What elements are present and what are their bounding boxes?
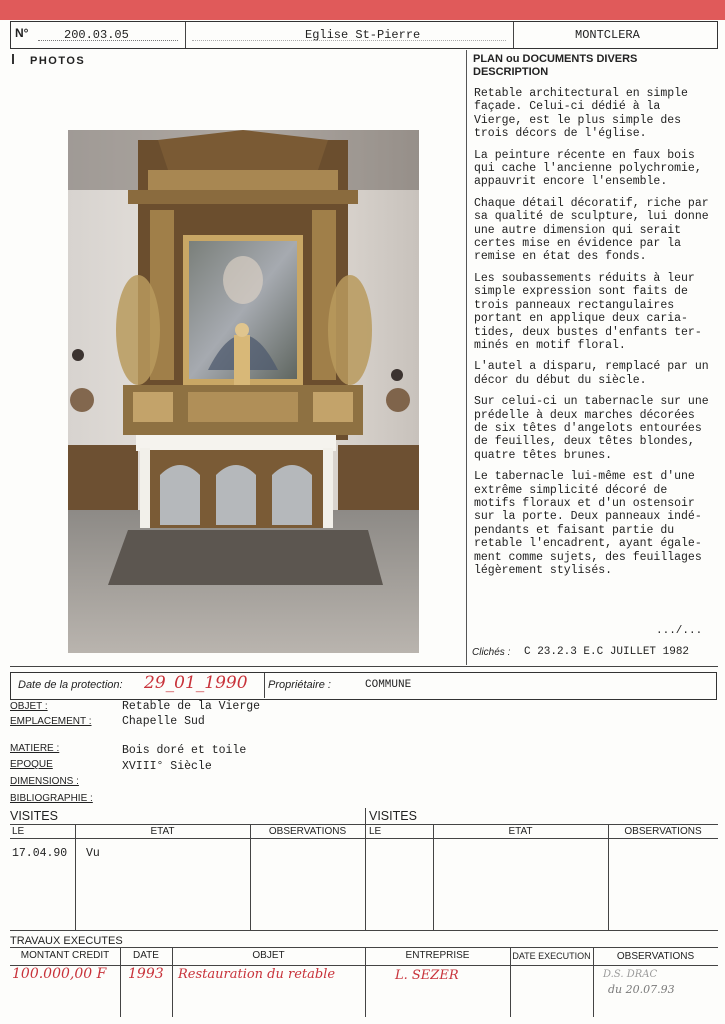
- owner-value: COMMUNE: [365, 679, 412, 691]
- visites-middle-divider: [365, 808, 366, 930]
- description-paragraph: Sur celui-ci un tabernacle sur une prédelle à deux marches décorées de six têtes d'angelots entourées de feuilles, deux têtes blondes, quatre têtes brunes.: [474, 395, 709, 462]
- town-name: MONTCLERA: [575, 28, 640, 42]
- field-value-epoque: XVIII° Siècle: [122, 760, 212, 773]
- number-dotted-line: [38, 40, 178, 41]
- inventory-number: 200.03.05: [64, 28, 129, 42]
- description-paragraph: Le tabernacle lui-même est d'une extrême simplicité décoré de motifs floraux et d'un ostensoir sur la porte. Deux panneaux indé- pendants et faisant partie du retable l'encadrent, ayant égale- ment comme sujets, des feuillages légèrement stylisés.: [474, 470, 702, 577]
- visites-title-left: VISITES: [10, 809, 58, 823]
- visites-col-observations: OBSERVATIONS: [268, 826, 347, 837]
- section-separator: [10, 666, 718, 667]
- field-value-matiere: Bois doré et toile: [122, 744, 247, 757]
- travaux-date: 1993: [128, 966, 164, 982]
- visites-title-right: VISITES: [369, 809, 417, 823]
- description-paragraph: Les soubassements réduits à leur simple expression sont faits de trois panneaux rectangulaires portant en applique deux caria- tides, deux bustes d'enfants ter- minés en motif floral.: [474, 271, 702, 352]
- visite-etat: Vu: [86, 847, 100, 860]
- field-value-emplacement: Chapelle Sud: [122, 715, 205, 728]
- retable-photo: [68, 130, 419, 653]
- photos-marker: [12, 54, 14, 64]
- description-text: [474, 87, 714, 585]
- travaux-col-date: DATE: [133, 950, 159, 961]
- top-color-bar: [0, 0, 725, 20]
- protection-date-label: Date de la protection:: [18, 679, 123, 691]
- visites-bottom-rule: [10, 930, 718, 931]
- field-label-matiere: MATIERE :: [10, 743, 60, 754]
- travaux-montant: 100.000,00 F: [12, 966, 107, 982]
- field-label-epoque: EPOQUE: [10, 759, 53, 770]
- building-name: Eglise St-Pierre: [305, 28, 421, 42]
- description-title-1: PLAN ou DOCUMENTS DIVERS: [473, 53, 638, 65]
- description-paragraph: Retable architectural en simple façade. Celui-ci dédié à la Vierge, est le plus simple des trois décors de l'église.: [474, 87, 688, 141]
- travaux-observations-line2: du 20.07.93: [608, 983, 675, 996]
- travaux-col-entreprise: ENTREPRISE: [405, 950, 470, 961]
- cliches-value: C 23.2.3 E.C JUILLET 1982: [524, 646, 690, 658]
- field-value-objet: Retable de la Vierge: [122, 700, 261, 713]
- travaux-top-rule: [10, 947, 718, 948]
- field-label-objet: OBJET :: [10, 701, 48, 712]
- travaux-col-montant: MONTANT CREDIT: [20, 950, 110, 961]
- owner-label: Propriétaire :: [268, 679, 331, 691]
- travaux-observations-line1: D.S. DRAC: [603, 969, 658, 980]
- travaux-col-objet: OBJET: [252, 950, 285, 961]
- protection-divider: [264, 673, 265, 698]
- travaux-header-rule: [10, 965, 718, 966]
- header-divider-2: [513, 22, 514, 48]
- visites-header-rule: [10, 838, 718, 839]
- visites-top-rule: [10, 824, 718, 825]
- travaux-entreprise: L. SEZER: [395, 968, 459, 983]
- visite-date: 17.04.90: [12, 847, 68, 860]
- description-paragraph: Chaque détail décoratif, riche par sa qualité de sculpture, lui donne une autre dimension qui serait certes mise en évidence par la remise en état des fonds.: [474, 196, 709, 264]
- visites-col-divider: [608, 824, 609, 930]
- visites-col-le: LE: [369, 826, 382, 837]
- visites-col-divider: [75, 824, 76, 930]
- photos-label: PHOTOS: [30, 55, 86, 67]
- travaux-col-date-execution: DATE EXECUTION: [512, 951, 591, 961]
- cliches-label: Clichés :: [472, 647, 511, 658]
- travaux-objet: Restauration du retable: [178, 967, 336, 982]
- visites-col-observations: OBSERVATIONS: [624, 826, 702, 837]
- header-divider-1: [185, 22, 186, 48]
- travaux-col-observations: OBSERVATIONS: [616, 951, 695, 962]
- visites-col-divider: [433, 824, 434, 930]
- field-label-emplacement: EMPLACEMENT :: [10, 716, 92, 727]
- description-title-2: DESCRIPTION: [473, 66, 549, 78]
- field-label-dimensions: DIMENSIONS :: [10, 776, 79, 787]
- section-divider: [466, 50, 467, 665]
- travaux-title: TRAVAUX EXECUTES: [10, 935, 123, 947]
- continuation-mark: .../...: [656, 625, 703, 637]
- visites-col-divider: [250, 824, 251, 930]
- number-label: N°: [15, 26, 29, 40]
- visites-col-etat: ETAT: [508, 826, 533, 837]
- field-label-bibliographie: BIBLIOGRAPHIE :: [10, 793, 93, 804]
- visites-col-le: LE: [12, 826, 25, 837]
- visites-col-etat: ETAT: [150, 826, 175, 837]
- description-paragraph: L'autel a disparu, remplacé par un décor du début du siècle.: [474, 360, 709, 387]
- protection-date-value: 29_01_1990: [144, 673, 248, 693]
- building-dotted-line: [192, 40, 506, 41]
- description-paragraph: La peinture récente en faux bois qui cache l'ancienne polychromie, appauvrit encore l'ensemble.: [474, 148, 702, 189]
